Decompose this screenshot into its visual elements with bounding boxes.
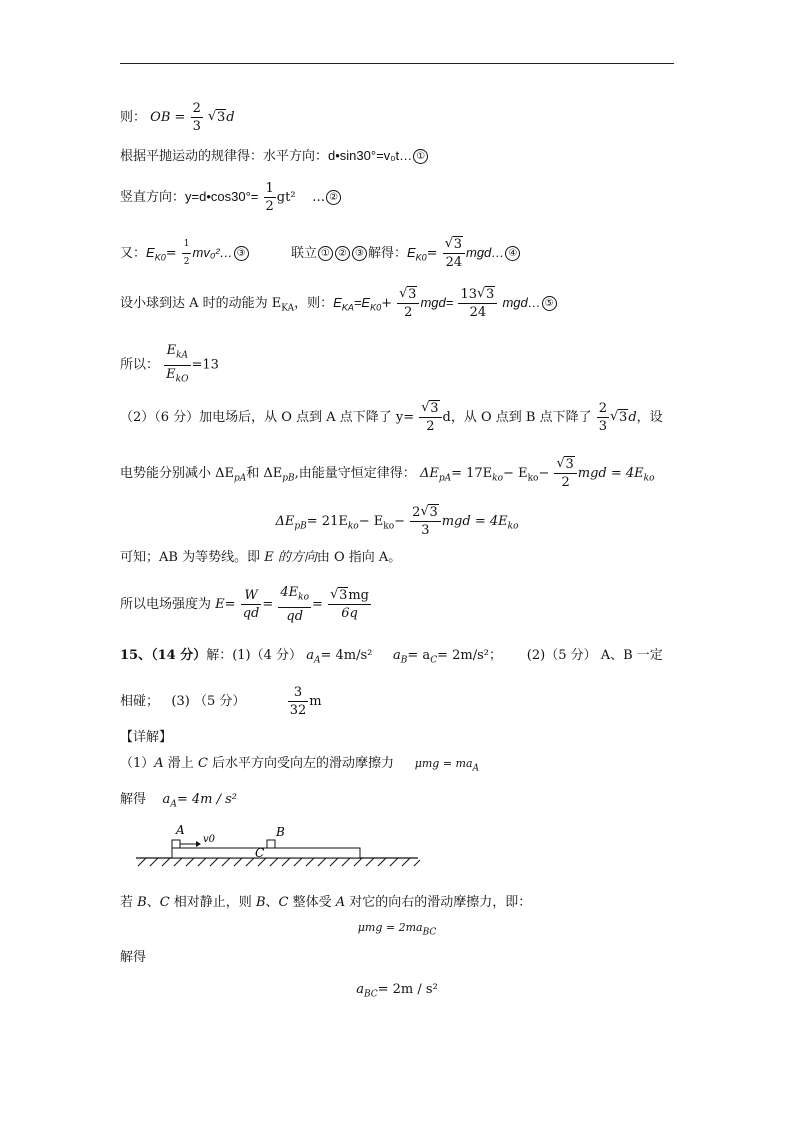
- ek: E: [333, 295, 342, 310]
- var: B: [137, 895, 147, 910]
- circle-number: ①: [413, 149, 428, 164]
- line-ratio: [120, 342, 219, 388]
- fraction: √ $\frac{3}{2}$: [419, 400, 441, 435]
- minus: −: [394, 514, 406, 529]
- var: C: [197, 756, 208, 771]
- var: C: [278, 895, 289, 910]
- term: = 4m / s²: [176, 792, 237, 807]
- board-c: [172, 848, 360, 858]
- text: 若: [120, 895, 138, 910]
- text: (3) （5 分）: [171, 694, 246, 709]
- plus: +: [381, 296, 393, 311]
- line-solve-aa: [120, 790, 237, 815]
- block-b: [267, 840, 275, 848]
- text: 联立: [290, 246, 317, 261]
- text: 所以电场强度为: [120, 596, 216, 612]
- text: 可知；AB 为等势线。即: [120, 550, 265, 565]
- gt2: gt²: [276, 190, 296, 205]
- sub: pB: [282, 473, 295, 484]
- sub: A: [313, 655, 321, 666]
- unit: m: [309, 694, 322, 709]
- term: − E: [503, 466, 528, 481]
- line-q15: [120, 646, 663, 671]
- equals: =: [312, 596, 323, 612]
- term: mgd = 4E: [441, 514, 508, 529]
- circle-number: ③: [234, 246, 249, 261]
- text: 竖直方向：: [120, 190, 186, 205]
- term: = 2m / s²: [377, 982, 438, 997]
- term: = 4m/s²: [320, 648, 373, 663]
- fraction: $\frac{1}{2}$: [265, 181, 274, 214]
- text: 对它的向右的滑动摩擦力，即：: [345, 895, 532, 910]
- text-italic: E 的方向: [264, 550, 317, 565]
- sqrt: √ 3: [208, 108, 226, 128]
- term: = 2m/s²: [437, 648, 489, 663]
- term: mgd = 4E: [577, 466, 644, 481]
- ek: =E: [353, 295, 371, 310]
- var-ob: OB: [150, 110, 171, 125]
- sub: BC: [422, 927, 437, 938]
- text: 整体受: [288, 895, 336, 910]
- fraction: $4E_{ko}$ qd: [280, 585, 310, 624]
- fraction: √ $\frac{3}{2}$: [554, 456, 576, 491]
- text: ,由能量守恒定律得：: [294, 466, 416, 481]
- line-bc-equation: [0, 918, 794, 943]
- line-energy-b: [0, 504, 794, 539]
- text: ，设: [636, 410, 663, 425]
- equals: =: [224, 596, 236, 612]
- line-detail: [120, 728, 172, 748]
- line-field-strength: [120, 584, 372, 625]
- text: 、: [146, 895, 160, 910]
- line-ob: [120, 100, 235, 135]
- equation: μmg = ma: [414, 757, 473, 770]
- line-eka: [120, 286, 558, 321]
- equals: =: [426, 246, 438, 261]
- term: = 17E: [451, 466, 493, 481]
- var-e: E: [215, 596, 225, 612]
- sub: C: [430, 655, 438, 666]
- text: 滑上: [163, 756, 198, 771]
- var: C: [159, 895, 170, 910]
- sub: pB: [294, 521, 307, 532]
- mv0: mv₀²…: [192, 245, 233, 260]
- text: 则：: [120, 110, 147, 125]
- line-energy-a: [120, 456, 655, 491]
- circle-number: ②: [335, 246, 350, 261]
- ek: E: [406, 245, 416, 260]
- block-a: [172, 840, 180, 848]
- sub: ko: [527, 473, 539, 484]
- circle-number: ⑤: [542, 296, 557, 311]
- fraction: $E_{kA}$ $E_{kO}$: [166, 343, 189, 385]
- var: A: [154, 756, 164, 771]
- heading: 【详解】: [120, 730, 173, 745]
- sqrt: √ 3: [610, 408, 628, 428]
- text: 设小球到达 A 时的动能为 E: [120, 296, 282, 311]
- sub: ko: [507, 521, 519, 532]
- de: ΔE: [275, 514, 295, 529]
- var: B: [255, 895, 266, 910]
- circle-number: ③: [352, 246, 367, 261]
- arrow-head: [196, 841, 201, 847]
- fraction: √ $\frac{3}{2}$: [397, 286, 419, 321]
- text: ，则：: [294, 296, 334, 311]
- ellipsis: …: [312, 190, 326, 205]
- text: 由 O 指向 A。: [316, 550, 402, 565]
- mgd: mgd…: [502, 295, 541, 310]
- line-conclusion: [120, 548, 401, 568]
- sub: ko: [383, 521, 395, 532]
- sub: BC: [363, 989, 378, 1000]
- fraction-small: $\frac{1}{2}$: [182, 236, 192, 271]
- ground-hatching: [138, 858, 420, 866]
- term: = a: [407, 648, 431, 663]
- text: 相碰；: [120, 694, 160, 709]
- var-d: d: [628, 410, 637, 425]
- label-c: C: [255, 846, 265, 860]
- sub: A: [472, 763, 480, 774]
- sub: ko: [492, 473, 504, 484]
- circle-number: ②: [326, 190, 341, 205]
- fraction: $\frac{W}{qd}$: [242, 587, 260, 621]
- text: 解：(1)（4 分）: [206, 648, 303, 663]
- label-a: A: [176, 823, 185, 837]
- sub: B: [400, 655, 408, 666]
- term: − E: [358, 514, 384, 529]
- sub: KA: [281, 303, 295, 314]
- equals: =: [174, 110, 186, 125]
- equation: y=d•cos30°=: [185, 189, 259, 204]
- sub: ko: [347, 521, 359, 532]
- text: 又：: [120, 246, 147, 261]
- text: （1）: [120, 756, 155, 771]
- text: 相对静止，则: [169, 895, 256, 910]
- text: 解得: [120, 792, 147, 807]
- circle-number: ④: [505, 246, 520, 261]
- line-abc: [0, 980, 794, 1005]
- line-part2: [120, 400, 663, 435]
- var-a: a: [356, 982, 364, 997]
- text: 电势能分别减小 ΔE: [120, 466, 235, 481]
- equals: =: [262, 596, 274, 612]
- circle-number: ①: [318, 246, 333, 261]
- mgd: mgd=: [420, 295, 454, 310]
- fraction: $\frac{13√ 3}{24}$: [458, 286, 497, 321]
- sub: KA: [341, 302, 354, 313]
- fraction: √ $\frac{3mg}{6q}$: [328, 587, 371, 622]
- label-v0: v0: [203, 834, 216, 845]
- equals: =: [165, 246, 177, 261]
- sub: A: [170, 799, 177, 810]
- line-vertical: [120, 180, 342, 215]
- text: 所以：: [120, 357, 160, 373]
- sub: pA: [234, 473, 247, 484]
- equation: d•sin30°=v₀t…: [328, 148, 413, 163]
- term: = 21E: [306, 514, 348, 529]
- ek: E: [146, 245, 155, 260]
- text: 和 ΔE: [246, 466, 283, 481]
- text: d，从 O 点到 B 点下降了: [442, 410, 592, 425]
- line-horizontal: [120, 146, 429, 167]
- sub: K0: [154, 252, 166, 263]
- line-friction: [120, 754, 479, 779]
- fraction: $\frac{3}{32}$: [289, 685, 307, 718]
- minus: −: [538, 466, 550, 481]
- sub: ko: [643, 473, 655, 484]
- de: ΔE: [419, 466, 439, 481]
- var: A: [335, 895, 346, 910]
- line-ek0: [120, 236, 521, 271]
- mgd: mgd…: [466, 245, 505, 260]
- var-a: a: [162, 792, 171, 807]
- header-rule: [120, 63, 674, 64]
- sub: pA: [438, 473, 452, 484]
- line-bc-static: [120, 893, 531, 913]
- text: 解得：: [367, 246, 407, 261]
- equals-13: =13: [191, 357, 219, 373]
- fraction: $\frac{2}{3}$: [598, 401, 608, 434]
- fraction: $\frac{2√ 3}{3}$: [410, 504, 441, 539]
- text: ；: [488, 648, 502, 663]
- fraction: $\frac{2}{3}$: [192, 101, 201, 134]
- var-d: d: [226, 110, 235, 125]
- sub: K0: [415, 252, 427, 263]
- label-b: B: [276, 825, 285, 839]
- fraction: √ $\frac{3}{24}$: [443, 236, 465, 271]
- text: 解得: [120, 950, 147, 965]
- line-solve: [120, 948, 146, 968]
- var-a: a: [306, 648, 314, 663]
- sub: K0: [370, 302, 382, 313]
- text: （2）（6 分）加电场后，从 O 点到 A 点下降了 y=: [120, 410, 415, 425]
- text: 、: [265, 895, 279, 910]
- line-q15-cont: [120, 684, 322, 719]
- var-a: a: [393, 648, 401, 663]
- text: 后水平方向受向左的滑动摩擦力: [207, 756, 395, 771]
- question-number: 15、（14 分）: [120, 648, 207, 663]
- block-diagram: [130, 820, 430, 872]
- equation: μmg = 2ma: [357, 921, 423, 934]
- text: (2)（5 分） A、B 一定: [526, 648, 663, 663]
- text: 根据平抛运动的规律得：水平方向：: [120, 149, 329, 164]
